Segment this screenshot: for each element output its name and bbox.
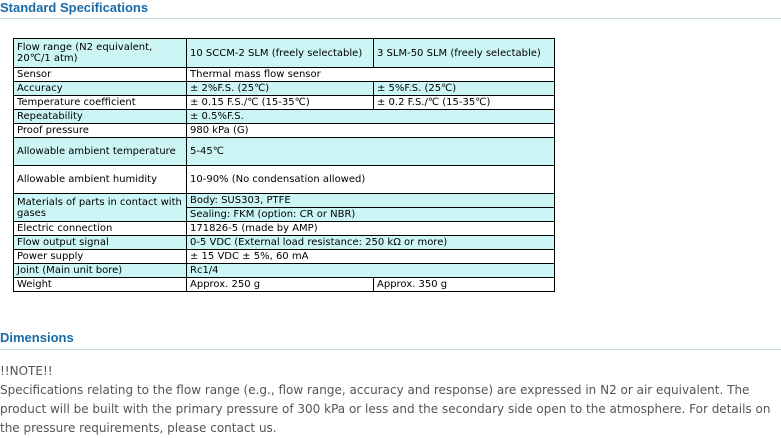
table-row xyxy=(14,68,555,82)
table-row xyxy=(14,166,555,194)
table-row xyxy=(14,194,555,208)
title-divider xyxy=(0,349,781,350)
spec-label: Flow output signal xyxy=(14,236,187,250)
spec-value: ± 0.5%F.S. xyxy=(187,110,555,124)
spec-label: Weight xyxy=(14,278,187,292)
table-row xyxy=(14,222,555,236)
spec-label: Accuracy xyxy=(14,82,187,96)
spec-label: Allowable ambient humidity xyxy=(14,166,187,194)
spec-label: Joint (Main unit bore) xyxy=(14,264,187,278)
spec-value: Thermal mass flow sensor xyxy=(187,68,555,82)
spec-label: Allowable ambient temperature xyxy=(14,138,187,166)
spec-label: Repeatability xyxy=(14,110,187,124)
spec-value: ± 0.15 F.S./℃ (15-35℃) xyxy=(187,96,374,110)
table-row xyxy=(14,278,555,292)
title-divider xyxy=(0,18,781,19)
spec-label: Materials of parts in contact with gases xyxy=(14,194,187,222)
section-title-dimensions: Dimensions xyxy=(0,330,74,345)
spec-value: 10 SCCM-2 SLM (freely selectable) xyxy=(187,39,374,68)
table-row xyxy=(14,96,555,110)
spec-value: 10-90% (No condensation allowed) xyxy=(187,166,555,194)
table-row xyxy=(14,138,555,166)
note-heading: !!NOTE!! xyxy=(0,364,53,378)
spec-value: ± 5%F.S. (25℃) xyxy=(374,82,555,96)
spec-label: Sensor xyxy=(14,68,187,82)
note-text: Specifications relating to the flow range (e.g., flow range, accuracy and response) are expressed in N2 or air equivalent. The product will be built with the primary pressure of 300 kPa or less and the secondary side open to the atmosphere. For details on the pressure requirements, please contact us. xyxy=(0,383,771,435)
table-row xyxy=(14,264,555,278)
spec-label: Temperature coefficient xyxy=(14,96,187,110)
spec-label: Proof pressure xyxy=(14,124,187,138)
section-title-specifications: Standard Specifications xyxy=(0,0,149,15)
spec-value: ± 2%F.S. (25℃) xyxy=(187,82,374,96)
spec-value: 980 kPa (G) xyxy=(187,124,555,138)
spec-value: Rc1/4 xyxy=(187,264,555,278)
spec-value: Approx. 250 g xyxy=(187,278,374,292)
spec-value: Approx. 350 g xyxy=(374,278,555,292)
table-row xyxy=(14,39,555,68)
specifications-table xyxy=(13,38,555,292)
spec-value: ± 15 VDC ± 5%, 60 mA xyxy=(187,250,555,264)
spec-value: Body: SUS303, PTFE xyxy=(187,194,555,208)
spec-value: Sealing: FKM (option: CR or NBR) xyxy=(187,208,555,222)
spec-value: 3 SLM-50 SLM (freely selectable) xyxy=(374,39,555,68)
table-row xyxy=(14,236,555,250)
table-row xyxy=(14,110,555,124)
note-block xyxy=(0,362,781,438)
table-row xyxy=(14,82,555,96)
spec-value: 5-45℃ xyxy=(187,138,555,166)
table-row xyxy=(14,124,555,138)
table-row xyxy=(14,250,555,264)
spec-label: Flow range (N2 equivalent, 20℃/1 atm) xyxy=(14,39,187,68)
spec-value: 0-5 VDC (External load resistance: 250 kΩ or more) xyxy=(187,236,555,250)
spec-value: ± 0.2 F.S./℃ (15-35℃) xyxy=(374,96,555,110)
spec-value: 171826-5 (made by AMP) xyxy=(187,222,555,236)
spec-label: Power supply xyxy=(14,250,187,264)
spec-label: Electric connection xyxy=(14,222,187,236)
